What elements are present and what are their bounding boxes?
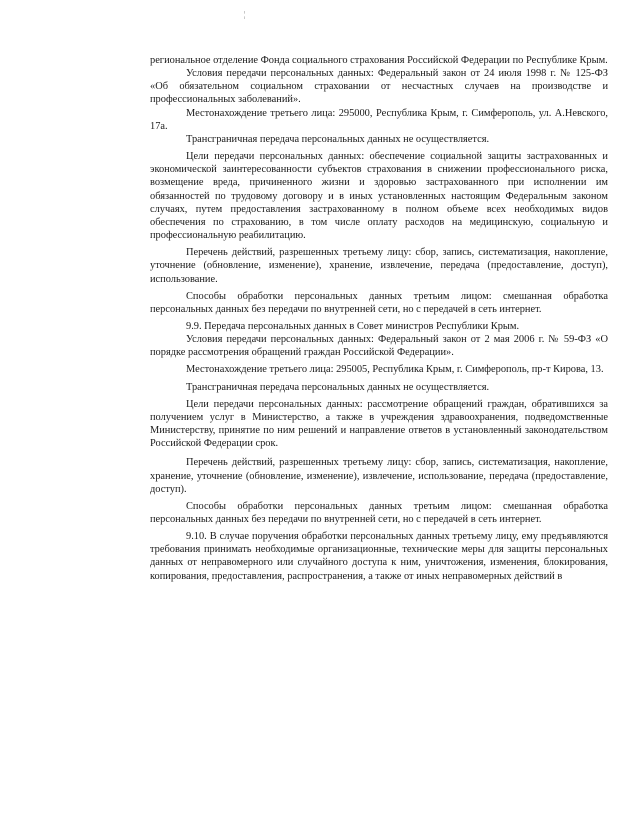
paragraph-fss-purposes: Цели передачи персональных данных: обеспечение социальной защиты застрахованных и экономической заинтересованности субъектов страхования в снижении профессионального риска, возмещение вреда, причиненного жизни и здоровью застрахованного при исполнении им обязанностей по трудовому договору и в иных установленных настоящим Федеральным законом случаях, путем предоставления застрахованному в полном объеме всех необходимых видов обеспечения по страхованию, в том числе оплату расходов на медицинскую, социальную и профессиональную реабилитацию. — [150, 151, 608, 242]
paragraph-section-9-10: 9.10. В случае поручения обработки персональных данных третьему лицу, ему предъявляются требования принимать необходимые организационные, технические меры для защиты персональных данных от неправомерного или случайного доступа к ним, уничтожения, изменения, блокирования, копирования, предоставления, распространения, а также от иных неправомерных действий в — [150, 531, 608, 582]
paragraph-council-location: Местонахождение третьего лица: 295005, Республика Крым, г. Симферополь, пр-т Кирова, 13. — [186, 364, 604, 376]
paragraph-fss-location: Местонахождение третьего лица: 295000, Республика Крым, г. Симферополь, ул. А.Невского, 17а. — [150, 107, 608, 132]
paragraph-fss-conditions: Условия передачи персональных данных: Федеральный закон от 24 июля 1998 г. № 125-ФЗ «Об обязательном социальном страховании от несчастных случаев на производстве и профессиональных заболеваний». — [150, 68, 608, 106]
paragraph-fss-crossborder: Трансграничная передача персональных данных не осуществляется. — [186, 133, 490, 145]
paragraph-fss-methods: Способы обработки персональных данных третьим лицом: смешанная обработка персональных данных без передачи по внутренней сети, но с передачей в сеть интернет. — [150, 290, 608, 315]
paragraph-council-purposes: Цели передачи персональных данных: рассмотрение обращений граждан, обратившихся за получением услуг в Министерство, а также в учреждения здравоохранения, подведомственные Министерству, принятие по ним решений и направление ответов в установленный законодательством Российской Федерации срок. — [150, 398, 608, 450]
paragraph-fss-actions: Перечень действий, разрешенных третьему лицу: сбор, запись, систематизация, накопление, уточнение (обновление, изменение), хранение, извлечение, передача (предоставление, доступ), использование. — [150, 247, 608, 285]
paragraph-council-conditions: Условия передачи персональных данных: Федеральный закон от 2 мая 2006 г. № 59-ФЗ «О порядке рассмотрения обращений граждан Российской Федерации». — [150, 334, 608, 359]
paragraph-section-9-9: 9.9. Передача персональных данных в Совет министров Республики Крым. — [186, 320, 520, 332]
document-body — [150, 54, 608, 583]
paragraph-fss-continuation: региональное отделение Фонда социального страхования Российской Федерации по Республике Крым. — [150, 55, 608, 66]
paragraph-council-methods: Способы обработки персональных данных третьим лицом: смешанная обработка персональных данных без передачи по внутренней сети, но с передачей в сеть интернет. — [150, 500, 608, 525]
paragraph-council-actions: Перечень действий, разрешенных третьему лицу: сбор, запись, систематизация, накопление, хранение, уточнение (обновление, изменение), извлечение, использование, передача (предоставление, доступ). — [150, 457, 608, 495]
paragraph-council-crossborder: Трансграничная передача персональных данных не осуществляется. — [186, 381, 490, 393]
scan-mark: ¦ — [244, 10, 246, 19]
